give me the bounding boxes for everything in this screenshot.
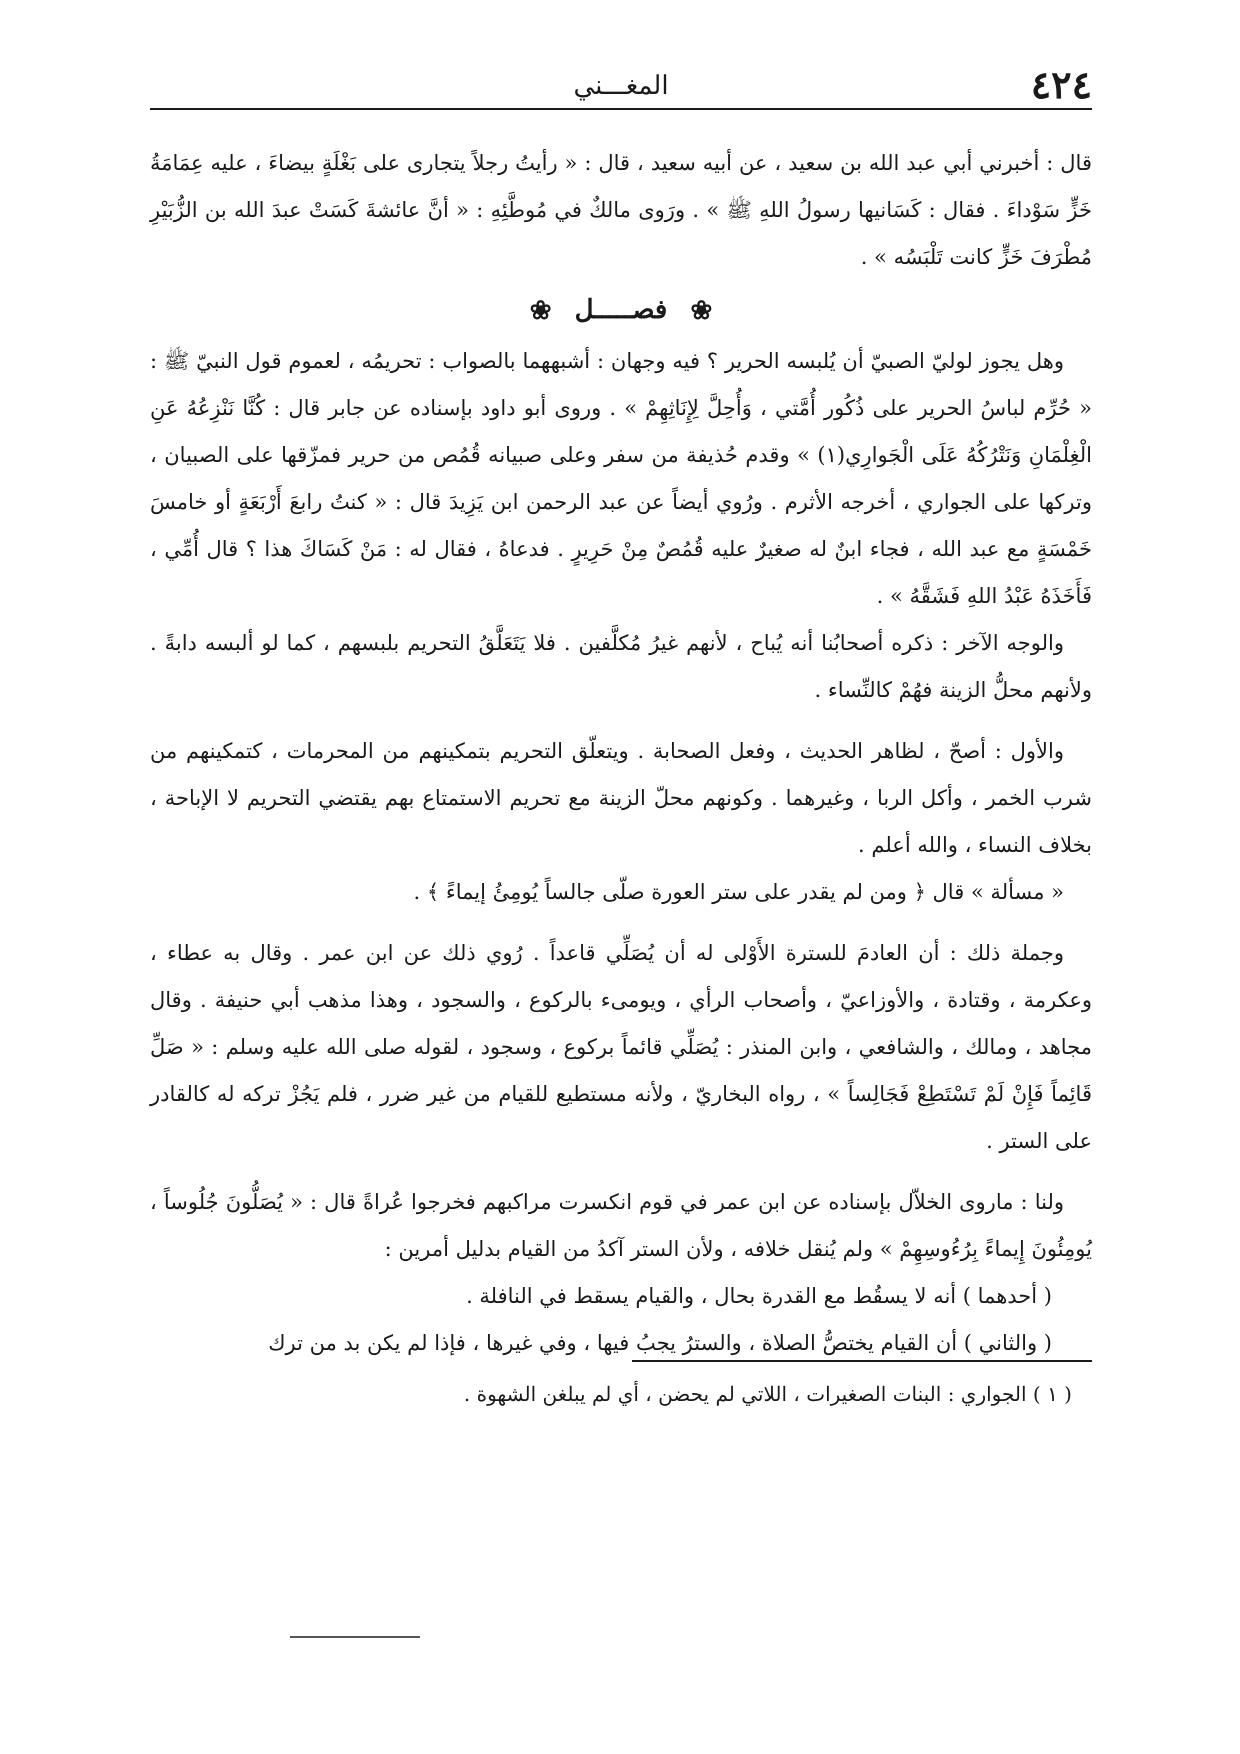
footnote-divider bbox=[632, 1360, 1092, 1362]
paragraph: والوجه الآخر : ذكره أصحابُنا أنه يُباح ، لأنهم غيرُ مُكلَّفين . فلا يَتَعَلَّقُ التحريم بلبسهم ، كما لو ألبسه دابةً . ولأنهم محلُّ الزينة فهُمْ كالنِّساء . bbox=[150, 631, 1092, 702]
main-text bbox=[150, 140, 1092, 1367]
paragraph-spacer bbox=[150, 1165, 1092, 1179]
running-title: المغـــني bbox=[573, 71, 669, 101]
paragraph: وجملة ذلك : أن العادمَ للسترة الأَوْلى له أن يُصَلِّي قاعداً . رُوي ذلك عن ابن عمر . وقال به عطاء ، وعكرمة ، وقتادة ، والأوزاعيّ ، وأصحاب الرأي ، ويومىء بالركوع ، والسجود ، وهذا مذهب أبي حنيفة . وقال مجاهد ، ومالك ، والشافعي ، وابن المنذر : يُصَلِّي قائماً بركوع ، وسجود ، لقوله صلى الله عليه وسلم : « صَلِّ قَائِماً فَإِنْ لَمْ تَسْتَطِعْ فَجَالِساً » ، رواه البخاريّ ، ولأنه مستطيع للقيام من غير ضرر ، فلم يَجُزْ تركه له كالقادر على الستر . bbox=[150, 941, 1092, 1153]
section-heading-label: فصـــــل bbox=[574, 295, 668, 325]
ornament-icon: ❀ bbox=[529, 296, 552, 326]
paragraph: وهل يجوز لوليّ الصبيّ أن يُلبسه الحرير ؟ فيه وجهان : أشبههما بالصواب : تحريمُه ، لعموم قول النبيّ ﷺ : « حُرِّم لباسُ الحرير على ذُكُور أُمَّتي ، وَأُحِلَّ لِإِنَاثِهِمْ » . وروى أبو داود بإسناده عن جابر قال : كُنَّا نَنْزِعُهُ عَنِ الْغِلْمَانِ وَنَتْرُكُهُ عَلَى الْجَوارِي(١) » وقدم حُذيفة من سفر وعلى صبيانه قُمُص من حرير فمزّقها على الصبيان ، وتركها على الجواري ، أخرجه الأثرم . ورُوي أيضاً عن عبد الرحمن ابن يَزِيدَ قال : « كنتُ رابعَ أَرْبَعَةٍ أو خامسَ خَمْسَةٍ مع عبد الله ، فجاء ابنٌ له صغيرٌ عليه قُمُصٌ مِنْ حَرِيرٍ . فدعاهُ ، فقال له : مَنْ كَسَاكَ هذا ؟ قال أُمِّي ، فَأَخَذَهُ عَبْدُ اللهِ فَشَقَّهُ » . bbox=[150, 349, 1092, 608]
footnote: ( ١ ) الجواري : البنات الصغيرات ، اللاتي لم يحضن ، أي لم يبلغن الشهوة . bbox=[463, 1382, 1072, 1406]
page-header bbox=[150, 62, 1092, 110]
sub-item-second: ( والثاني ) أن القيام يختصُّ الصلاة ، والسترُ يجبُ فيها ، وفي غيرها ، فإذا لم يكن بد من ترك bbox=[268, 1331, 1052, 1355]
paragraph-list bbox=[150, 338, 1092, 1273]
paragraph: قال : أخبرني أبي عبد الله بن سعيد ، عن أبيه سعيد ، قال : « رأيتُ رجلاً يتجارى على بَغْلَةٍ بيضاءَ ، عليه عِمَامَةُ خَزٍّ سَوْداءَ . فقال : كَسَانيها رسولُ اللهِ ﷺ » . ورَوى مالكٌ في مُوطَّئِهِ : « أنَّ عائشةَ كَسَتْ عبدَ الله بن الزُّبَيْرِ مُطْرَفَ خَزٍّ كانت تَلْبَسُه » . bbox=[150, 151, 1092, 269]
page-number: ٤٢٤ bbox=[1030, 62, 1092, 107]
paragraph-spacer bbox=[150, 916, 1092, 930]
paragraph-spacer bbox=[150, 714, 1092, 728]
section-heading bbox=[150, 285, 1092, 336]
ornament-icon: ❀ bbox=[690, 296, 713, 326]
paragraph: « مسألة » قال ﴿ ومن لم يقدر على ستر العورة صلّى جالساً يُومِئُ إيماءً ﴾ . bbox=[413, 880, 1064, 904]
bottom-divider bbox=[290, 1636, 420, 1638]
paragraph: والأول : أصحّ ، لظاهر الحديث ، وفعل الصحابة . ويتعلّق التحريم بتمكينهم من المحرمات ، كتمكينهم من شرب الخمر ، وأكل الربا ، وغيرهما . وكونهم محلّ الزينة مع تحريم الاستمتاع بهم يقتضي التحريم لا الإباحة ، بخلاف النساء ، والله أعلم . bbox=[150, 739, 1092, 857]
paragraph: ولنا : ماروى الخلاّل بإسناده عن ابن عمر في قوم انكسرت مراكبهم فخرجوا عُراةً قال : « يُصَلُّونَ جُلُوساً ، يُومِئُونَ إِيماءً بِرُءُوسِهِمْ » ولم يُنقل خلافه ، ولأن الستر آكدُ من القيام بدليل أمرين : bbox=[150, 1190, 1092, 1261]
sub-item-first: ( أحدهما ) أنه لا يسقُط مع القدرة بحال ، والقيام يسقط في النافلة . bbox=[466, 1284, 1052, 1308]
